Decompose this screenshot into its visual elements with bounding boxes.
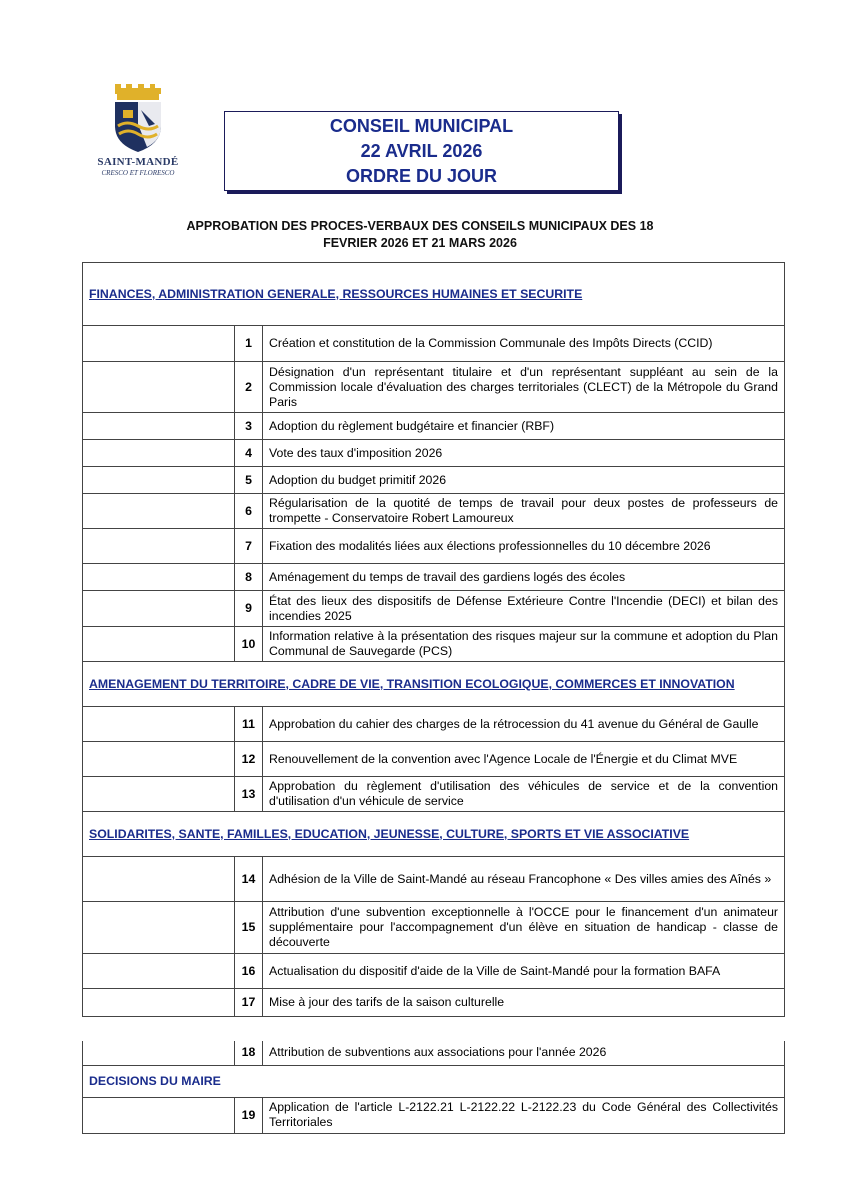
agenda-table (82, 262, 785, 1017)
table-row (83, 467, 785, 494)
item-text: Adoption du budget primitif 2026 (263, 467, 785, 494)
table-row (83, 564, 785, 591)
approbation-line-1: APPROBATION DES PROCES-VERBAUX DES CONSEILS MUNICIPAUX DES 18 (186, 219, 654, 233)
section-heading-decisions: DECISIONS DU MAIRE (83, 1065, 785, 1097)
item-text: Vote des taux d'imposition 2026 (263, 440, 785, 467)
item-text: Approbation du règlement d'utilisation des véhicules de service et de la convention d'utilisation d'un véhicule de service (263, 777, 785, 812)
table-row (83, 413, 785, 440)
table-row (83, 989, 785, 1017)
title-box (224, 111, 619, 191)
table-row (83, 777, 785, 812)
item-text: Renouvellement de la convention avec l'Agence Locale de l'Énergie et du Climat MVE (263, 742, 785, 777)
item-text: Désignation d'un représentant titulaire et d'un représentant suppléant au sein de la Commission locale d'évaluation des charges territoriales (CLECT) de la Métropole du Grand Paris (263, 362, 785, 413)
approbation-heading (120, 218, 720, 252)
item-number: 1 (235, 326, 263, 362)
table-row (83, 954, 785, 989)
item-number: 9 (235, 591, 263, 627)
item-text: Information relative à la présentation des risques majeur sur la commune et adoption du Plan Communal de Sauvegarde (PCS) (263, 627, 785, 662)
item-number: 18 (235, 1041, 263, 1065)
table-row (83, 1097, 785, 1133)
item-text: Mise à jour des tarifs de la saison culturelle (263, 989, 785, 1017)
item-number: 14 (235, 857, 263, 902)
table-row (83, 591, 785, 627)
item-text: Adhésion de la Ville de Saint-Mandé au réseau Francophone « Des villes amies des Aînés » (263, 857, 785, 902)
item-number: 8 (235, 564, 263, 591)
item-text: Application de l'article L-2122.21 L-2122.22 L-2122.23 du Code Général des Collectivités Territoriales (263, 1097, 785, 1133)
item-number: 6 (235, 494, 263, 529)
item-text: Actualisation du dispositif d'aide de la Ville de Saint-Mandé pour la formation BAFA (263, 954, 785, 989)
section-heading-finances: FINANCES, ADMINISTRATION GENERALE, RESSOURCES HUMAINES ET SECURITE (83, 263, 785, 326)
item-number: 15 (235, 902, 263, 954)
approbation-line-2: FEVRIER 2026 ET 21 MARS 2026 (323, 236, 517, 250)
table-row (83, 529, 785, 564)
title-line-1: CONSEIL MUNICIPAL (329, 116, 514, 136)
table-row (83, 707, 785, 742)
item-text: Aménagement du temps de travail des gardiens logés des écoles (263, 564, 785, 591)
table-row (83, 494, 785, 529)
table-row (83, 326, 785, 362)
table-row (83, 742, 785, 777)
saint-mande-logo (88, 80, 188, 177)
item-number: 16 (235, 954, 263, 989)
item-number: 5 (235, 467, 263, 494)
table-row (83, 857, 785, 902)
table-row (83, 440, 785, 467)
table-row (83, 627, 785, 662)
item-text: Régularisation de la quotité de temps de travail pour deux postes de professeurs de trompette - Conservatoire Robert Lamoureux (263, 494, 785, 529)
item-number: 11 (235, 707, 263, 742)
table-row (83, 1041, 785, 1065)
coat-of-arms-icon (109, 80, 167, 154)
item-text: Approbation du cahier des charges de la rétrocession du 41 avenue du Général de Gaulle (263, 707, 785, 742)
item-number: 12 (235, 742, 263, 777)
item-number: 19 (235, 1097, 263, 1133)
section-heading-amenagement: AMENAGEMENT DU TERRITOIRE, CADRE DE VIE, TRANSITION ECOLOGIQUE, COMMERCES ET INNOVATION (83, 662, 785, 707)
item-number: 7 (235, 529, 263, 564)
item-number: 17 (235, 989, 263, 1017)
item-text: État des lieux des dispositifs de Défense Extérieure Contre l'Incendie (DECI) et bilan des incendies 2025 (263, 591, 785, 627)
item-number: 2 (235, 362, 263, 413)
agenda-table-continued (82, 1041, 785, 1134)
item-number: 3 (235, 413, 263, 440)
table-row (83, 902, 785, 954)
item-text: Fixation des modalités liées aux élections professionnelles du 10 décembre 2026 (263, 529, 785, 564)
logo-name: SAINT-MANDÉ (97, 156, 179, 168)
item-text: Création et constitution de la Commission Communale des Impôts Directs (CCID) (263, 326, 785, 362)
item-number: 4 (235, 440, 263, 467)
table-row (83, 362, 785, 413)
item-number: 13 (235, 777, 263, 812)
title-line-3: ORDRE DU JOUR (345, 166, 497, 186)
item-number: 10 (235, 627, 263, 662)
item-text: Attribution de subventions aux associations pour l'année 2026 (263, 1041, 785, 1065)
section-heading-solidarites: SOLIDARITES, SANTE, FAMILLES, EDUCATION, JEUNESSE, CULTURE, SPORTS ET VIE ASSOCIATIVE (83, 812, 785, 857)
item-text: Attribution d'une subvention exceptionnelle à l'OCCE pour le financement d'un animateur supplémentaire pour l'accompagnement d'un élève en situation de handicap - classe de découverte (263, 902, 785, 954)
title-line-2: 22 AVRIL 2026 (360, 141, 483, 161)
logo-motto: CRESCO ET FLORESCO (101, 169, 175, 177)
item-text: Adoption du règlement budgétaire et financier (RBF) (263, 413, 785, 440)
